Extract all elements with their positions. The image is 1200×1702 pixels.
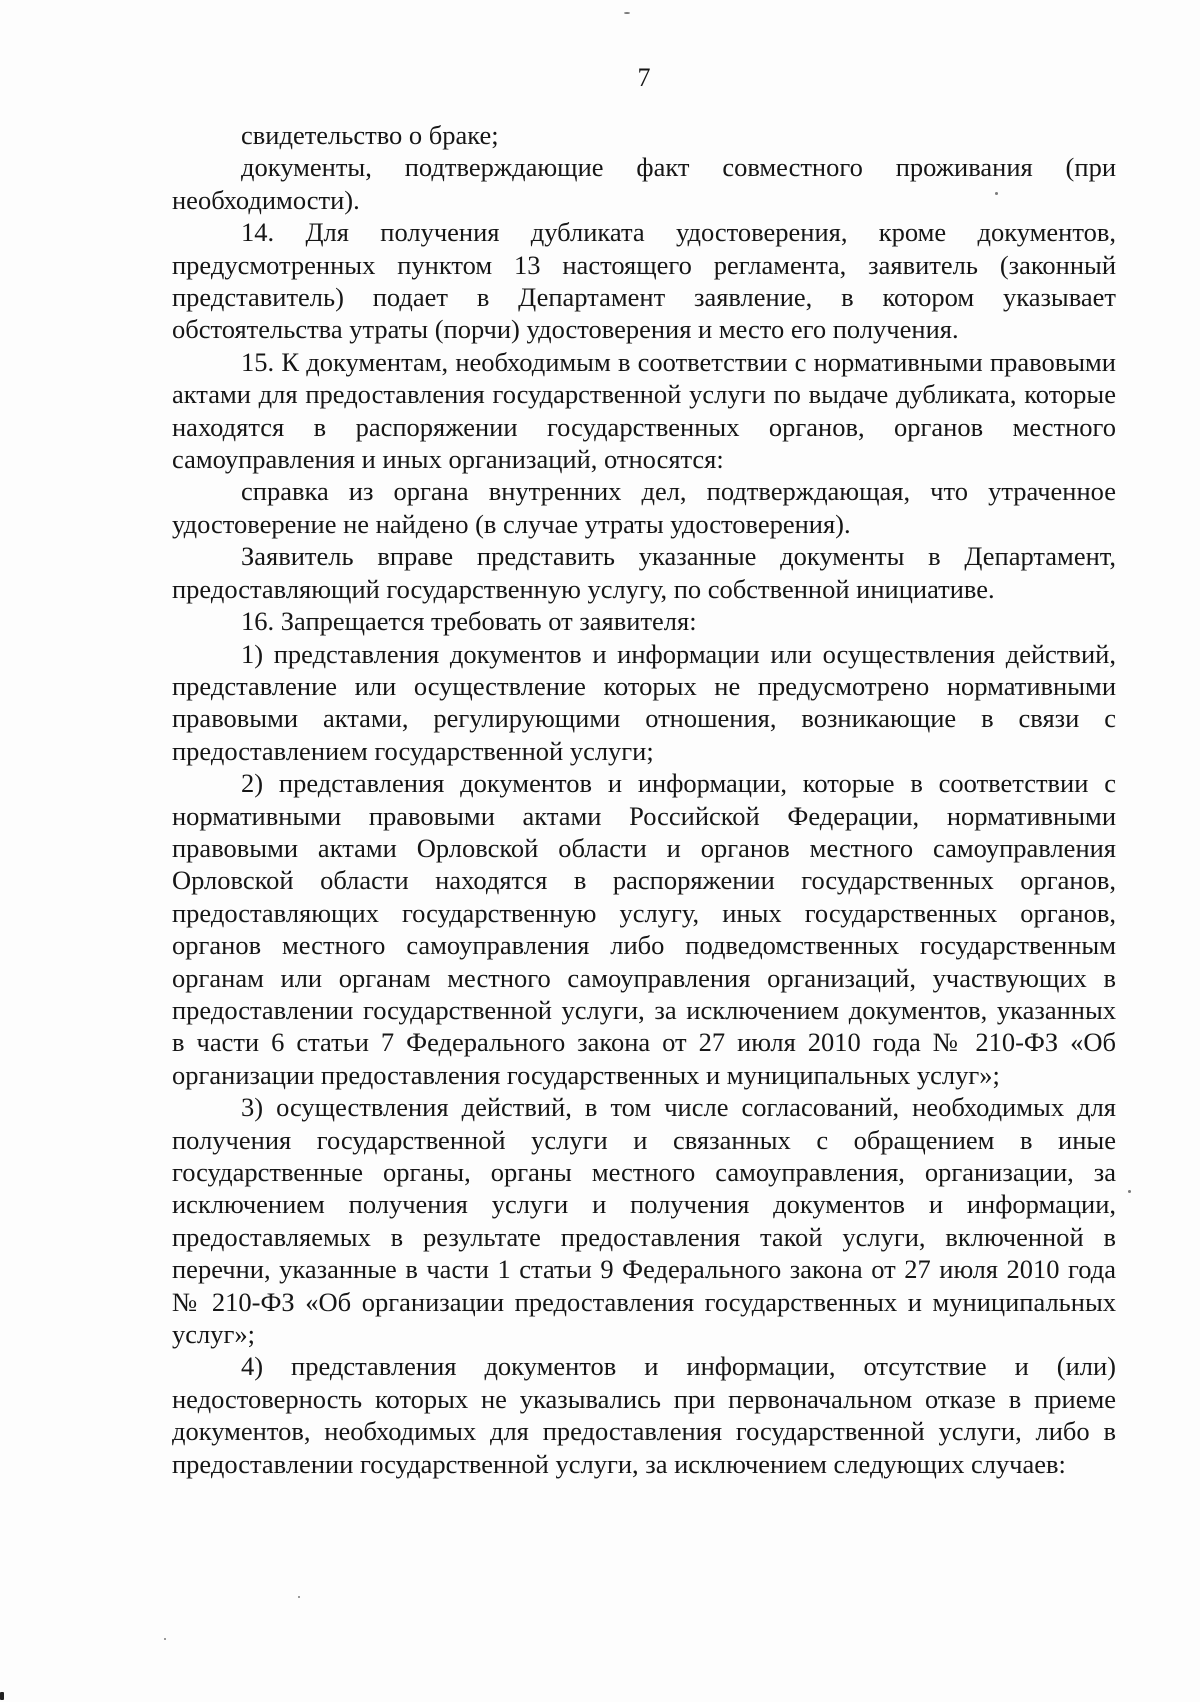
paragraph-cohabitation-documents: документы, подтверждающие факт совместного проживания (при необходимости). <box>172 152 1116 215</box>
paragraph-item-16-4: 4) представления документов и информации, отсутствие и (или) недостоверность которых не указывались при первоначальном отказе в приеме документов, необходимых для предоставления государственной услуги, либо в предоставлении государственной услуги, за исключением следующих случаев: <box>172 1351 1116 1479</box>
scan-speck <box>624 12 630 14</box>
paragraph-marriage-certificate: свидетельство о браке; <box>241 120 499 150</box>
scan-speck <box>0 1692 4 1700</box>
paragraph-item-16-3: 3) осуществления действий, в том числе согласований, необходимых для получения государственной услуги и связанных с обращением в иные государственные органы, органы местного самоуправления, организации, за исключением получения услуги и получения документов и информации, предоставляемых в результате предоставления такой услуги, включенной в перечни, указанные в части 1 статьи 9 Федерального закона от 27 июля 2010 года № 210-ФЗ «Об организации предоставления государственных и муниципальных услуг»; <box>172 1092 1116 1350</box>
paragraph-applicant-initiative: Заявитель вправе представить указанные документы в Департамент, предоставляющий государственную услугу, по собственной инициативе. <box>172 541 1116 604</box>
paragraph-item-16: 16. Запрещается требовать от заявителя: <box>241 606 697 637</box>
paragraph-police-certificate: справка из органа внутренних дел, подтверждающая, что утраченное удостоверение не найдено (в случае утраты удостоверения). <box>172 476 1116 539</box>
scan-speck <box>1128 1190 1131 1193</box>
scan-speck <box>164 1638 166 1640</box>
paragraph-item-16-1: 1) представления документов и информации или осуществления действий, представление или осуществление которых не предусмотрено нормативными правовыми актами, регулирующими отношения, возникающие в связи с предоставлением государственной услуги; <box>172 638 1116 766</box>
scan-speck <box>995 192 998 195</box>
scan-speck <box>298 1596 300 1598</box>
page-number: 7 <box>637 63 651 92</box>
document-body <box>172 119 1116 1480</box>
paragraph-item-15: 15. К документам, необходимым в соответствии с нормативными правовыми актами для предоставления государственной услуги по выдаче дубликата, которые находятся в распоряжении государственных органов, органов местного самоуправления и иных организаций, относятся: <box>172 346 1116 475</box>
paragraph-item-14: 14. Для получения дубликата удостоверения, кроме документов, предусмотренных пунктом 13 настоящего регламента, заявитель (законный представитель) подает в Департамент заявление, в котором указывает обстоятельства утраты (порчи) удостоверения и место его получения. <box>172 217 1116 345</box>
paragraph-item-16-2: 2) представления документов и информации, которые в соответствии с нормативными правовыми актами Российской Федерации, нормативными правовыми актами Орловской области и органов местного самоуправления Орловской области находятся в распоряжении государственных органов, предоставляющих государственную услугу, иных государственных органов, органов местного самоуправления либо подведомственных государственным органам или органам местного самоуправления организаций, участвующих в предоставлении государственной услуги, за исключением документов, указанных в части 6 статьи 7 Федерального закона от 27 июля 2010 года № 210-ФЗ «Об организации предоставления государственных и муниципальных услуг»; <box>172 768 1116 1090</box>
